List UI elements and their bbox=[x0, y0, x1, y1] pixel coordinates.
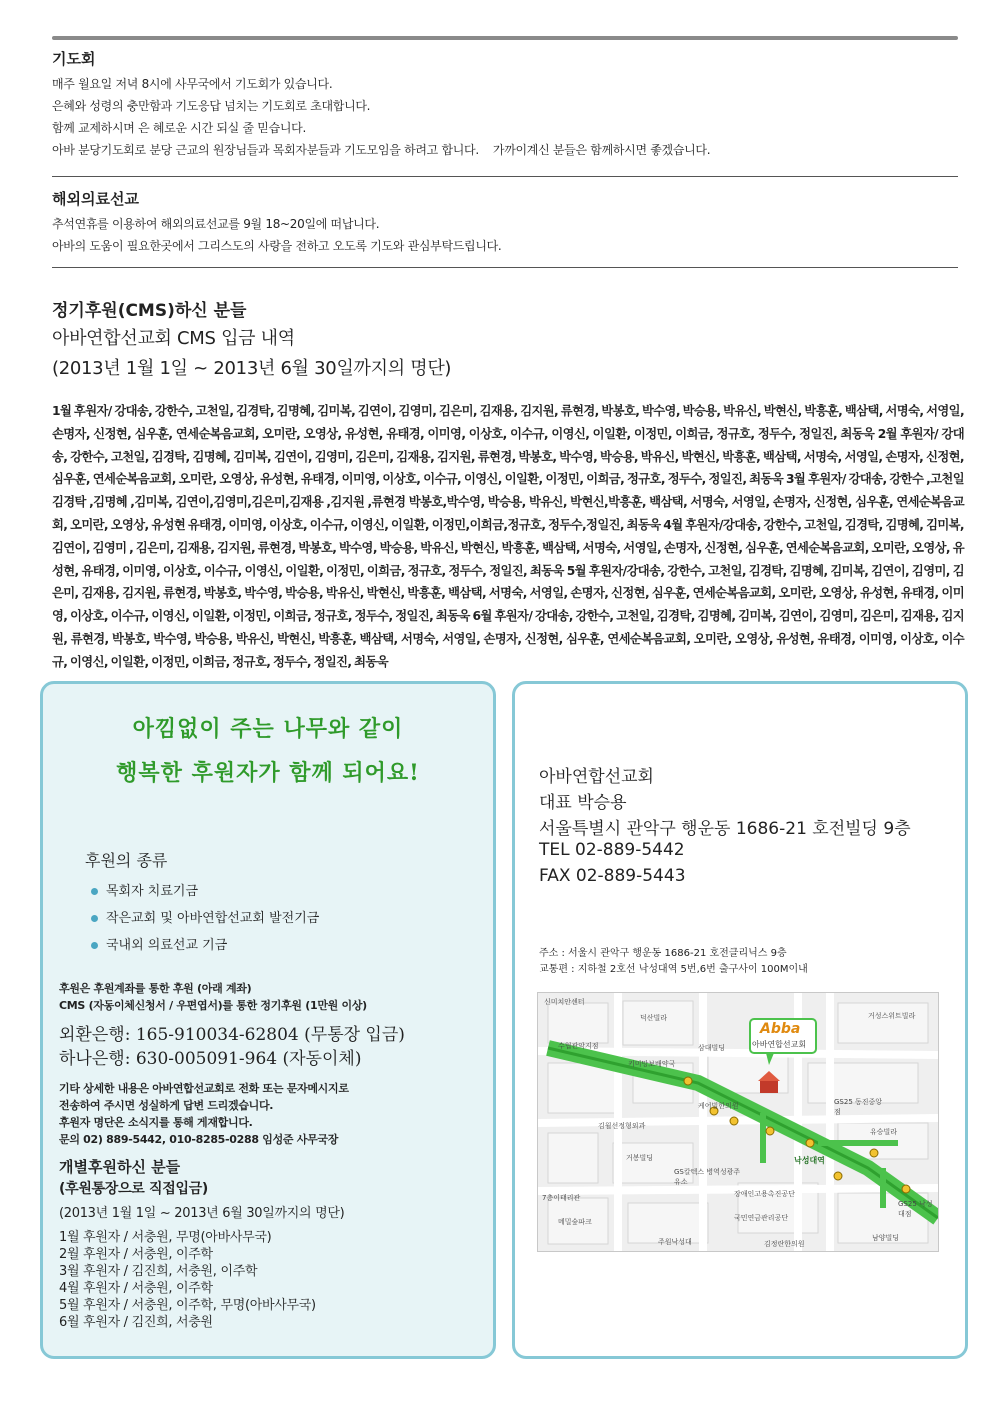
map-logo: Abba bbox=[760, 1021, 801, 1037]
map-label: 장애인고용촉진공단 bbox=[734, 1190, 795, 1198]
cms-title: 정기후원(CMS)하신 분들 bbox=[52, 301, 247, 321]
cms-donor-list: 1월 후원자/ 강대송, 강한수, 고천일, 김경탁, 김명혜, 김미복, 김연이, 김영미, 김은미, 김재용, 김지원, 류현경, 박봉호, 박수영, 박승용, 박유신, 박현신, 박흥훈, 백삼택, 서명숙, 서영일, 손명자, 신정현, 심우훈, 연세순복음교회, 오미란, 오영상, 유성현, 유태경, 이미영, 이상호, 이수규, 이영신, 이일환, 이정민, 이희금, 정규호, 정두수, 정일진, 최동욱 2월 후원자/ 강대송, 강한수, 고천일, 김경탁, 김명혜, 김미복, 김연이, 김영미, 김은미, 김재용, 김지원, 류현경, 박봉호, 박수영, 박승용, 박유신, 박현신, 박흥훈, 백삼택, 서명숙, 서영일, 손명자, 신정현, 심우훈, 연세순복음교회, 오미란, 오영상, 유성현, 유태경, 이미영, 이상호, 이수규, 이영신, 이일환, 이정민, 이희금, 정규호, 정두수, 정일진, 최동욱 3월 후원자/ 강대송, 강한수 ,고천일 김경탁 ,김명혜 ,김미복, 김연이,김영미,김은미,김재용 ,김지원 ,류현경 박봉호,박수영, 박승용, 박유신, 박현신,박흥훈, 백삼택, 서명숙, 서영일, 손명자, 신정현, 심우훈, 연세순복음교회, 오미란, 오영상, 유성현 유태경, 이미영, 이상호, 이수규, 이영신, 이일환, 이정민,이희금,정규호, 정두수,정일진, 최동욱 4월 후원자/강대송, 강한수, 고천일, 김경탁, 김명혜, 김미복, 김연이, 김영미 , 김은미, 김재용, 김지원, 류현경, 박봉호, 박수영, 박승용, 박유신, 박현신, 박흥훈, 백삼택, 서명숙, 서영일, 손명자, 신정현, 심우훈, 연세순복음교회, 오미란, 오영상, 유성현, 유태경, 이미영, 이상호, 이수규, 이영신, 이일환, 이정민, 이희금, 정규호, 정두수, 정일진, 최동욱 5월 후원자/강대송, 강한수, 고천일, 김경탁, 김명혜, 김미복, 김연이, 김영미, 김은미, 김재용, 김지원, 류현경, 박봉호, 박수영, 박승용, 박유신, 박현신, 박흥훈, 백삼택, 서명숙, 서영일, 손명자, 신정현, 심우훈, 연세순복음교회, 오미란, 오영상, 유성현, 유태경, 이미영, 이상호, 이수규, 이영신, 이일환, 이정민, 이희금, 정규호, 정두수, 정일진, 최동욱 6월 후원자/ 강대송, 강한수, 고천일, 김경탁, 김명혜, 김미복, 김연이, 김영미, 김은미, 김재용, 김지원, 류현경, 박봉호, 박수영, 박승용, 박유신, 박현신, 박흥훈, 백삼택, 서명숙, 서영일, 손명자, 신정현, 심우훈, 연세순복음교회, 오미란, 오영상, 유성현, 유태경, 이미영, 이상호, 이수규, 이영신, 이일환, 이정민, 이희금, 정규호, 정두수, 정일진, 최동욱 bbox=[52, 404, 965, 669]
org-address: 서울특별시 관악구 행운동 1686-21 호전빌딩 9층 bbox=[539, 819, 911, 839]
map-label: 케어빌한의원 bbox=[698, 1102, 739, 1110]
map-transit: 교통편 : 지하철 2호선 낙성대역 5번,6번 출구사이 100M이내 bbox=[539, 964, 808, 975]
prayer-line: 아바 분당기도회로 분당 근교의 원장님들과 목회자분들과 기도모임을 하려고 합니다. 가까이계신 분들은 함께하시면 좋겠습니다. bbox=[52, 143, 711, 157]
org-name: 아바연합선교회 bbox=[539, 767, 654, 787]
map-label: 삼대빌딩 bbox=[698, 1044, 726, 1052]
slogan-line2: 행복한 후원자가 함께 되어요! bbox=[116, 760, 420, 786]
map-label: 수협관악지점 bbox=[558, 1042, 599, 1050]
individual-donors-period: (2013년 1월 1일 ~ 2013년 6월 30일까지의 명단) bbox=[59, 1206, 345, 1221]
support-info: 후원자 명단은 소식지를 통해 게재합니다. bbox=[59, 1116, 253, 1129]
individual-donor-row: 3월 후원자 / 김진희, 서충원, 이주학 bbox=[59, 1264, 258, 1279]
cms-period: (2013년 1월 1일 ~ 2013년 6월 30일까지의 명단) bbox=[52, 358, 452, 379]
map-label: 덕산빌라 bbox=[640, 1014, 668, 1022]
support-box bbox=[40, 681, 496, 1359]
overseas-line: 추석연휴를 이용하여 해외의료선교를 9월 18~20일에 떠납니다. bbox=[52, 217, 380, 231]
prayer-line: 함께 교제하시며 은 혜로운 시간 되실 줄 믿습니다. bbox=[52, 121, 306, 135]
map-label: GS칼텍스 병역성광주유소 bbox=[674, 1168, 741, 1186]
individual-donor-row: 6월 후원자 / 김진희, 서충원 bbox=[59, 1315, 213, 1330]
map-label: 7층이태리관 bbox=[542, 1194, 581, 1202]
overseas-section bbox=[52, 188, 958, 257]
bank-account-keb: 외환은행: 165-910034-62804 (무통장 입금) bbox=[59, 1025, 405, 1045]
cms-subtitle: 아바연합선교회 CMS 입금 내역 bbox=[52, 328, 295, 349]
map-station-label: 낙성대역 bbox=[794, 1156, 825, 1165]
location-map[interactable] bbox=[537, 992, 939, 1252]
map-label: 김정란한의원 bbox=[764, 1240, 805, 1248]
org-representative: 대표 박승용 bbox=[539, 793, 627, 813]
map-label: 남양빌딩 bbox=[872, 1234, 900, 1242]
map-label: 메밀숲파크 bbox=[558, 1218, 592, 1226]
prayer-line: 매주 월요일 저녁 8시에 사무국에서 기도회가 있습니다. bbox=[52, 77, 333, 91]
top-divider bbox=[52, 36, 958, 40]
support-types-title: 후원의 종류 bbox=[85, 851, 168, 870]
map-label: GS25 동진중앙점 bbox=[834, 1098, 883, 1116]
map-address: 주소 : 서울시 관악구 행운동 1686-21 호전클리닉스 9층 bbox=[539, 948, 787, 959]
prayer-title: 기도회 bbox=[52, 50, 96, 68]
bullet-icon bbox=[91, 915, 98, 922]
slogan-line1: 아낌없이 주는 나무와 같이 bbox=[132, 716, 404, 742]
map-label: 주원낙성대 bbox=[658, 1238, 692, 1246]
support-type-item: 국내외 의료선교 기금 bbox=[91, 934, 227, 953]
bullet-icon bbox=[91, 888, 98, 895]
map-label: 신미치안센터 bbox=[544, 998, 585, 1006]
individual-donors-subtitle: (후원통장으로 직접입금) bbox=[59, 1181, 209, 1197]
individual-donors-title: 개별후원하신 분들 bbox=[59, 1158, 181, 1176]
section-divider bbox=[52, 176, 958, 177]
contact-box bbox=[512, 681, 968, 1359]
support-info: 전송하여 주시면 성실하게 답변 드리겠습니다. bbox=[59, 1099, 274, 1112]
support-info: 기타 상세한 내용은 아바연합선교회로 전화 또는 문자메시지로 bbox=[59, 1082, 349, 1095]
map-label: 거봉빌딩 bbox=[626, 1154, 654, 1162]
support-method: 후원은 후원계좌를 통한 후원 (아래 계좌) bbox=[59, 982, 252, 995]
map-label: 국민연금관리공단 bbox=[734, 1214, 789, 1222]
map-label: 키미망보배약국 bbox=[628, 1060, 676, 1068]
prayer-line: 은혜와 성령의 충만함과 기도응답 넘치는 기도회로 초대합니다. bbox=[52, 99, 371, 113]
support-type-item: 목회자 치료기금 bbox=[91, 880, 198, 899]
map-label: 유승빌라 bbox=[870, 1128, 898, 1136]
bullet-icon bbox=[91, 942, 98, 949]
individual-donor-row: 5월 후원자 / 서충원, 이주학, 무명(아바사무국) bbox=[59, 1298, 316, 1313]
support-type-item: 작은교회 및 아바연합선교회 발전기금 bbox=[91, 907, 319, 926]
individual-donor-row: 4월 후원자 / 서충원, 이주학 bbox=[59, 1281, 213, 1296]
support-contact: 문의 02) 889-5442, 010-8285-0288 임성준 사무국장 bbox=[59, 1133, 339, 1146]
individual-donor-row: 1월 후원자 / 서충원, 무명(아바사무국) bbox=[59, 1230, 272, 1245]
map-label: GS25 낙성대점 bbox=[898, 1200, 933, 1218]
overseas-line: 아바의 도움이 필요한곳에서 그리스도의 사랑을 전하고 오도록 기도와 관심부탁드립니다. bbox=[52, 239, 502, 253]
overseas-title: 해외의료선교 bbox=[52, 190, 139, 208]
org-fax: FAX 02-889-5443 bbox=[539, 866, 686, 886]
map-logo-caption: 아바연합선교회 bbox=[752, 1040, 807, 1049]
map-label: 김월선정형외과 bbox=[598, 1122, 646, 1130]
individual-donor-row: 2월 후원자 / 서충원, 이주학 bbox=[59, 1247, 213, 1262]
support-method: CMS (자동이체신청서 / 우편엽서)를 통한 정기후원 (1만원 이상) bbox=[59, 999, 367, 1012]
org-tel: TEL 02-889-5442 bbox=[539, 840, 685, 860]
section-divider bbox=[52, 267, 958, 268]
prayer-section bbox=[52, 48, 958, 161]
bank-account-hana: 하나은행: 630-005091-964 (자동이체) bbox=[59, 1049, 362, 1069]
map-label: 거성스위트빌라 bbox=[868, 1012, 916, 1020]
